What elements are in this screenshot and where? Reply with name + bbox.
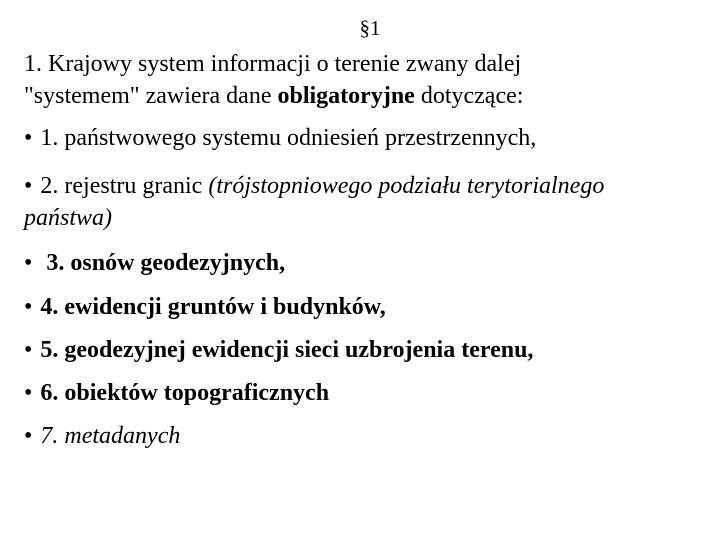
list-item-metadata (24, 420, 714, 452)
obligatory-keyword: obligatoryjne (277, 83, 415, 109)
item-note: (trójstopniowego podziału terytorialnego (208, 173, 605, 199)
item-text: 4. ewidencji gruntów i budynków, (40, 294, 386, 320)
list-item-utility-networks (24, 334, 714, 366)
item-text: 2. rejestru granic (40, 173, 209, 199)
list-item-border-register (24, 170, 714, 234)
section-heading: §1 (359, 16, 381, 40)
intro-paragraph (24, 48, 714, 112)
item-text: 7. metadanych (40, 423, 181, 449)
bullet: • (24, 380, 33, 406)
item-text: 1. państwowego systemu odniesień przestrzennych, (40, 125, 537, 151)
list-item-topographic-objects (24, 377, 714, 409)
item-text: 3. osnów geodezyjnych, (40, 250, 286, 276)
bullet: • (24, 125, 33, 151)
list-item-geodetic-networks (24, 247, 714, 279)
bullet: • (24, 423, 33, 449)
intro-line-2-start: "systemem" zawiera dane (24, 83, 278, 109)
bullet: • (24, 250, 33, 276)
bullet: • (24, 173, 33, 199)
bullet: • (24, 294, 33, 320)
item-text: 5. geodezyjnej ewidencji sieci uzbrojenia terenu, (40, 337, 534, 363)
intro-line-1: 1. Krajowy system informacji o terenie zwany dalej (24, 51, 522, 77)
bullet: • (24, 337, 33, 363)
intro-line-2 (24, 80, 714, 112)
list-item-spatial-reference (24, 122, 714, 154)
item-text: 6. obiektów topograficznych (40, 380, 330, 406)
list-item-land-register (24, 291, 714, 323)
item-note-continuation: państwa) (24, 205, 113, 231)
intro-line-2-end: dotyczące: (414, 83, 524, 109)
item-line-1 (24, 170, 714, 202)
